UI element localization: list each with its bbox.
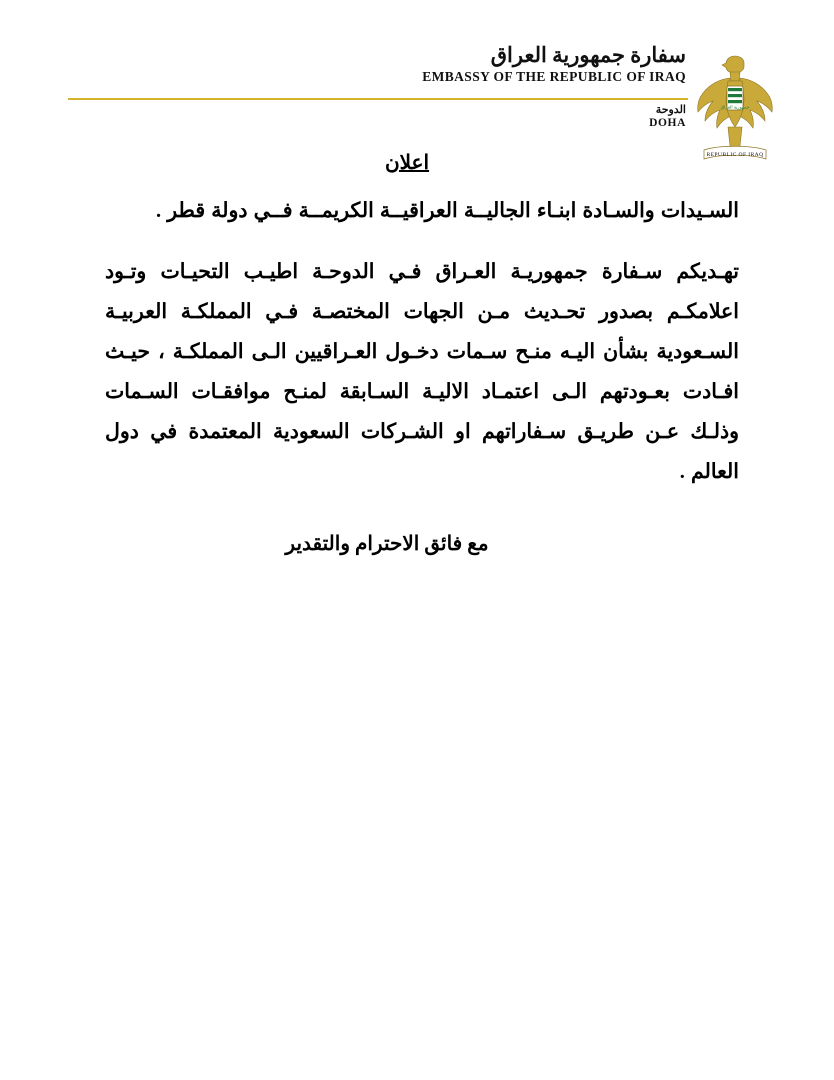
embassy-name-arabic: سفارة جمهورية العراق [490,43,686,67]
city-english: DOHA [649,116,686,129]
document-body [0,150,834,556]
closing-line: مع فائق الاحترام والتقدير [285,532,489,555]
emblem-english-caption: REPUBLIC OF IRAQ [706,152,764,158]
emblem-arabic-caption: جمهورية العراق [720,104,750,110]
page-title: اعلان [384,152,430,174]
letterhead [0,42,834,158]
paragraph-salutation: السـيدات والسـادة ابنـاء الجاليــة العراقيــة الكريمــة فــي دولة قطر . [155,200,739,222]
city-arabic: الدوحة [655,104,686,116]
paragraph-announcement: تهـديكم سـفارة جمهوريـة العـراق فـي الدوحـة اطيـب التحيـات وتـود اعلامكـم بصدور تحـديث مـن الجهات المختصـة فـي المملكـة العربيـة السـعودية بشأن اليـه منـح سـمات دخـول العـراقيين الـى المملكـة ، حيـث افـادت بعـودتهم الـى اعتمـاد الاليـة السـابقة لمنـح موافقـات السـمات وذلـك عـن طريـق سـفاراتهم او الشـركات السعودية المعتمدة في دول العالم . [105,260,739,483]
header-divider [68,98,688,100]
embassy-name-english: EMBASSY OF THE REPUBLIC OF IRAQ [422,69,686,85]
letterhead-city [146,104,686,130]
letterhead-titles [146,42,686,85]
